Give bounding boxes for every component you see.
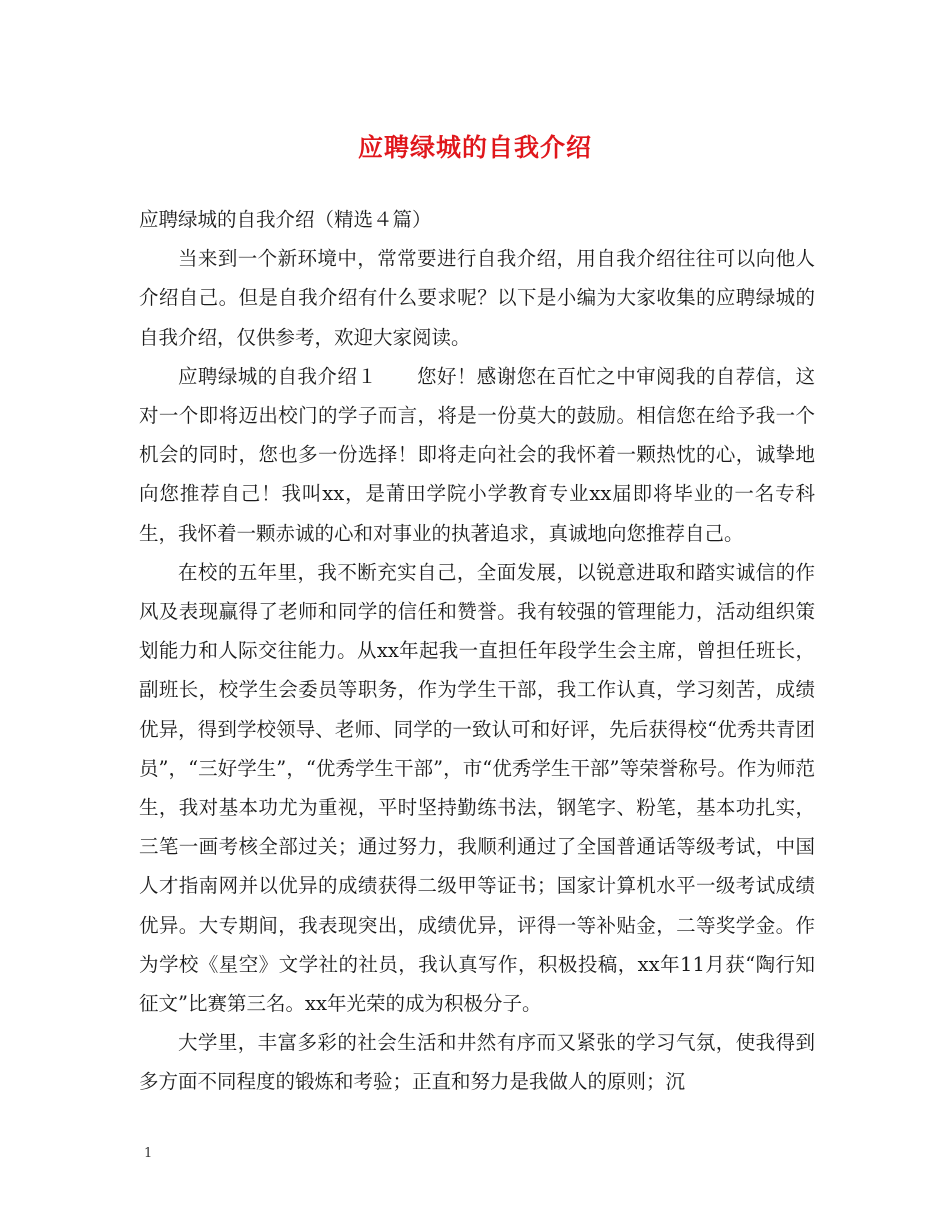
paragraph-intro: 当来到一个新环境中，常常要进行自我介绍，用自我介绍往往可以向他人介绍自己。但是自我介绍有什么要求呢？以下是小编为大家收集的应聘绿城的自我介绍，仅供参考，欢迎大家阅读。	[139, 247, 815, 349]
document-subtitle: 应聘绿城的自我介绍（精选４篇）	[139, 208, 432, 231]
document-title: 应聘绿城的自我介绍	[357, 133, 592, 162]
page-number: 1	[144, 1146, 153, 1161]
paragraph-university: 大学里，丰富多彩的社会生活和井然有序而又紧张的学习气氛，使我得到多方面不同程度的锻炼和考验；正直和努力是我做人的原则；沉	[139, 1031, 815, 1094]
document-body	[139, 200, 815, 1102]
paragraph-school-experience: 在校的五年里，我不断充实自己，全面发展，以锐意进取和踏实诚信的作风及表现赢得了老师和同学的信任和赞誉。我有较强的管理能力，活动组织策划能力和人际交往能力。从xx年起我一直担任年段学生会主席，曾担任班长，副班长，校学生会委员等职务，作为学生干部，我工作认真，学习刻苦，成绩优异，得到学校领导、老师、同学的一致认可和好评，先后获得校“优秀共青团员”，“三好学生”，“优秀学生干部”，市“优秀学生干部”等荣誉称号。作为师范生，我对基本功尤为重视，平时坚持勤练书法，钢笔字、粉笔，基本功扎实，三笔一画考核全部过关；通过努力，我顺利通过了全国普通话等级考试，中国人才指南网并以优异的成绩获得二级甲等证书；国家计算机水平一级考试成绩优异。大专期间，我表现突出，成绩优异，评得一等补贴金，二等奖学金。作为学校《星空》文学社的社员，我认真写作，积极投稿，xx年11月获“陶行知征文”比赛第三名。xx年光荣的成为积极分子。	[139, 560, 815, 1016]
paragraph-letter-opening: 应聘绿城的自我介绍１ 您好！感谢您在百忙之中审阅我的自荐信，这对一个即将迈出校门的学子而言，将是一份莫大的鼓励。相信您在给予我一个机会的同时，您也多一份选择！即将走向社会的我怀着一颗热忱的心，诚挚地向您推荐自己！我叫xx，是莆田学院小学教育专业xx届即将毕业的一名专科生，我怀着一颗赤诚的心和对事业的执著追求，真诚地向您推荐自己。	[139, 364, 815, 545]
